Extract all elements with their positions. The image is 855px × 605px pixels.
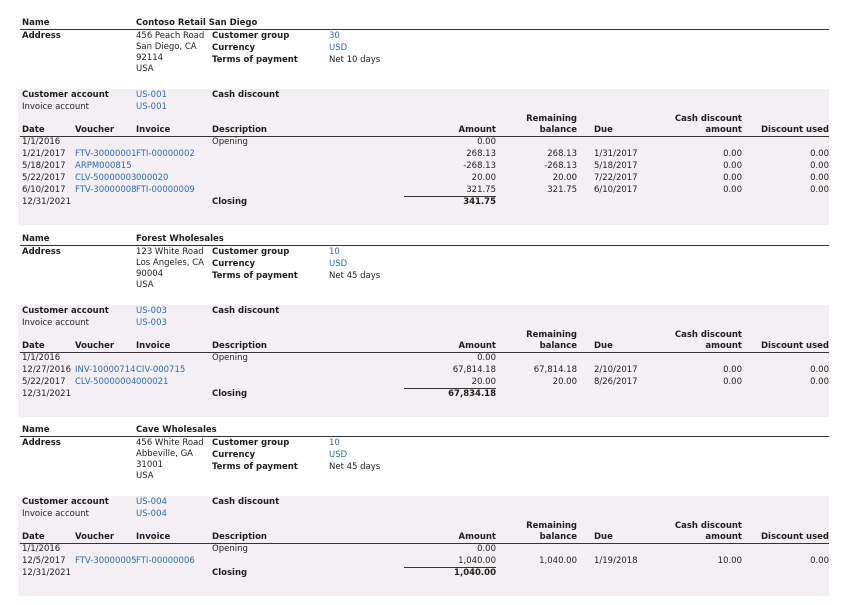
header-rule: [20, 29, 829, 30]
opening-date: 1/1/2016: [22, 137, 61, 147]
txn-voucher[interactable]: CLV-50000004: [75, 377, 137, 387]
opening-description: Opening: [212, 544, 248, 554]
closing-description: Closing: [212, 568, 248, 578]
txn-remaining: 268.13: [547, 149, 577, 159]
txn-cash-discount: 0.00: [723, 365, 742, 375]
txn-due: 6/10/2017: [594, 185, 638, 195]
customer-name: Forest Wholesales: [136, 234, 224, 244]
currency-label: Currency: [212, 450, 256, 460]
closing-date: 12/31/2021: [22, 389, 71, 399]
customer-group-label: Customer group: [212, 247, 290, 257]
closing-amount: 1,040.00: [454, 568, 496, 578]
txn-date: 5/22/2017: [22, 377, 66, 387]
currency-value[interactable]: USD: [329, 43, 348, 53]
address-label: Address: [22, 31, 61, 41]
txn-amount: 20.00: [471, 173, 496, 183]
cash-discount-label: Cash discount: [212, 90, 280, 100]
txn-voucher[interactable]: FTV-30000008: [75, 185, 137, 195]
address-line: 31001: [136, 460, 164, 470]
customer-group-value[interactable]: 10: [329, 247, 340, 257]
txn-date: 6/10/2017: [22, 185, 66, 195]
customer-account-label: Customer account: [22, 306, 109, 316]
txn-discount-used: 0.00: [810, 161, 829, 171]
txn-cash-discount: 10.00: [717, 556, 742, 566]
txn-voucher[interactable]: ARPM000815: [75, 161, 132, 171]
txn-amount: 268.13: [466, 149, 496, 159]
txn-voucher[interactable]: CLV-50000003: [75, 173, 137, 183]
txn-discount-used: 0.00: [810, 185, 829, 195]
cash-discount-label: Cash discount: [212, 497, 280, 507]
txn-discount-used: 0.00: [810, 173, 829, 183]
header-rule: [20, 436, 829, 437]
closing-amount: 341.75: [463, 197, 496, 207]
address-line: USA: [136, 471, 154, 481]
col-date: Date: [22, 532, 45, 542]
currency-label: Currency: [212, 259, 256, 269]
closing-date: 12/31/2021: [22, 197, 71, 207]
terms-label: Terms of payment: [212, 271, 298, 281]
txn-date: 5/22/2017: [22, 173, 66, 183]
txn-cash-discount: 0.00: [723, 161, 742, 171]
invoice-account-value[interactable]: US-003: [136, 318, 167, 328]
txn-remaining: -268.13: [544, 161, 577, 171]
txn-amount: 1,040.00: [458, 556, 496, 566]
txn-amount: 20.00: [471, 377, 496, 387]
txn-cash-discount: 0.00: [723, 173, 742, 183]
opening-amount: 0.00: [477, 353, 496, 363]
customer-account-label: Customer account: [22, 90, 109, 100]
col-due: Due: [594, 125, 613, 135]
opening-amount: 0.00: [477, 544, 496, 554]
txn-cash-discount: 0.00: [723, 377, 742, 387]
col-description: Description: [212, 125, 267, 135]
txn-due: 7/22/2017: [594, 173, 638, 183]
col-invoice: Invoice: [136, 341, 171, 351]
col-remaining-1: Remaining: [526, 114, 577, 124]
col-invoice: Invoice: [136, 125, 171, 135]
txn-due: 8/26/2017: [594, 377, 638, 387]
name-label: Name: [22, 18, 50, 28]
txn-amount: 67,814.18: [452, 365, 496, 375]
address-line: San Diego, CA: [136, 42, 197, 52]
txn-date: 12/5/2017: [22, 556, 66, 566]
terms-value: Net 10 days: [329, 55, 381, 65]
col-cashdisc-2: amount: [705, 341, 742, 351]
opening-amount: 0.00: [477, 137, 496, 147]
txn-discount-used: 0.00: [810, 149, 829, 159]
col-discount-used: Discount used: [761, 341, 829, 351]
txn-cash-discount: 0.00: [723, 185, 742, 195]
address-line: 90004: [136, 269, 164, 279]
terms-value: Net 45 days: [329, 271, 381, 281]
customer-section: [0, 425, 855, 605]
txn-remaining: 321.75: [547, 185, 577, 195]
col-discount-used: Discount used: [761, 532, 829, 542]
customer-group-value[interactable]: 30: [329, 31, 340, 41]
col-amount: Amount: [458, 341, 496, 351]
address-label: Address: [22, 247, 61, 257]
txn-invoice[interactable]: FTI-00000002: [136, 149, 195, 159]
invoice-account-label: Invoice account: [22, 318, 89, 328]
txn-due: 1/31/2017: [594, 149, 638, 159]
customer-section: [0, 234, 855, 424]
txn-due: 1/19/2018: [594, 556, 638, 566]
txn-cash-discount: 0.00: [723, 149, 742, 159]
address-line: 456 Peach Road: [136, 31, 205, 41]
txn-due: 5/18/2017: [594, 161, 638, 171]
txn-invoice[interactable]: FTI-00000009: [136, 185, 195, 195]
txn-remaining: 20.00: [552, 377, 577, 387]
txn-remaining: 20.00: [552, 173, 577, 183]
name-label: Name: [22, 234, 50, 244]
customer-group-label: Customer group: [212, 438, 290, 448]
txn-voucher[interactable]: FTV-30000001: [75, 149, 137, 159]
name-label: Name: [22, 425, 50, 435]
closing-date: 12/31/2021: [22, 568, 71, 578]
customer-account-value[interactable]: US-001: [136, 90, 167, 100]
customer-group-label: Customer group: [212, 31, 290, 41]
address-line: 92114: [136, 53, 164, 63]
terms-label: Terms of payment: [212, 462, 298, 472]
terms-value: Net 45 days: [329, 462, 381, 472]
txn-discount-used: 0.00: [810, 377, 829, 387]
txn-invoice[interactable]: 000020: [136, 173, 169, 183]
address-line: USA: [136, 64, 154, 74]
invoice-account-value[interactable]: US-001: [136, 102, 167, 112]
col-remaining-1: Remaining: [526, 330, 577, 340]
col-discount-used: Discount used: [761, 125, 829, 135]
customer-account-label: Customer account: [22, 497, 109, 507]
address-line: 456 White Road: [136, 438, 204, 448]
address-label: Address: [22, 438, 61, 448]
txn-invoice[interactable]: 000021: [136, 377, 169, 387]
col-remaining-2: balance: [539, 341, 577, 351]
header-rule: [20, 245, 829, 246]
txn-voucher[interactable]: FTV-30000005: [75, 556, 137, 566]
col-voucher: Voucher: [75, 341, 115, 351]
col-due: Due: [594, 532, 613, 542]
col-amount: Amount: [458, 532, 496, 542]
txn-date: 5/18/2017: [22, 161, 66, 171]
cash-discount-label: Cash discount: [212, 306, 280, 316]
terms-label: Terms of payment: [212, 55, 298, 65]
col-voucher: Voucher: [75, 125, 115, 135]
txn-discount-used: 0.00: [810, 556, 829, 566]
txn-voucher[interactable]: INV-10000714: [75, 365, 136, 375]
col-cashdisc-1: Cash discount: [674, 114, 742, 124]
currency-value[interactable]: USD: [329, 259, 348, 269]
invoice-account-label: Invoice account: [22, 509, 89, 519]
customer-group-value[interactable]: 10: [329, 438, 340, 448]
closing-description: Closing: [212, 197, 248, 207]
col-cashdisc-2: amount: [705, 532, 742, 542]
col-cashdisc-2: amount: [705, 125, 742, 135]
txn-date: 1/21/2017: [22, 149, 66, 159]
invoice-account-label: Invoice account: [22, 102, 89, 112]
invoice-account-value[interactable]: US-004: [136, 509, 167, 519]
opening-description: Opening: [212, 353, 248, 363]
col-amount: Amount: [458, 125, 496, 135]
address-line: Los Angeles, CA: [136, 258, 204, 268]
closing-amount: 67,834.18: [448, 389, 496, 399]
col-description: Description: [212, 341, 267, 351]
opening-date: 1/1/2016: [22, 544, 61, 554]
address-line: 123 White Road: [136, 247, 204, 257]
currency-label: Currency: [212, 43, 256, 53]
col-voucher: Voucher: [75, 532, 115, 542]
txn-discount-used: 0.00: [810, 365, 829, 375]
customer-account-value[interactable]: US-003: [136, 306, 167, 316]
col-remaining-2: balance: [539, 125, 577, 135]
txn-date: 12/27/2016: [22, 365, 71, 375]
col-remaining-1: Remaining: [526, 521, 577, 531]
col-date: Date: [22, 341, 45, 351]
customer-name: Contoso Retail San Diego: [136, 18, 258, 28]
customer-section: [0, 18, 855, 208]
txn-due: 2/10/2017: [594, 365, 638, 375]
address-line: Abbeville, GA: [136, 449, 193, 459]
txn-remaining: 1,040.00: [539, 556, 577, 566]
address-line: USA: [136, 280, 154, 290]
txn-amount: 321.75: [466, 185, 496, 195]
currency-value[interactable]: USD: [329, 450, 348, 460]
col-cashdisc-1: Cash discount: [674, 521, 742, 531]
opening-description: Opening: [212, 137, 248, 147]
col-cashdisc-1: Cash discount: [674, 330, 742, 340]
txn-invoice[interactable]: CIV-000715: [136, 365, 186, 375]
closing-description: Closing: [212, 389, 248, 399]
txn-invoice[interactable]: FTI-00000006: [136, 556, 195, 566]
col-date: Date: [22, 125, 45, 135]
col-due: Due: [594, 341, 613, 351]
customer-name: Cave Wholesales: [136, 425, 217, 435]
col-invoice: Invoice: [136, 532, 171, 542]
opening-date: 1/1/2016: [22, 353, 61, 363]
txn-remaining: 67,814.18: [533, 365, 577, 375]
col-remaining-2: balance: [539, 532, 577, 542]
customer-account-value[interactable]: US-004: [136, 497, 167, 507]
col-description: Description: [212, 532, 267, 542]
txn-amount: -268.13: [463, 161, 496, 171]
